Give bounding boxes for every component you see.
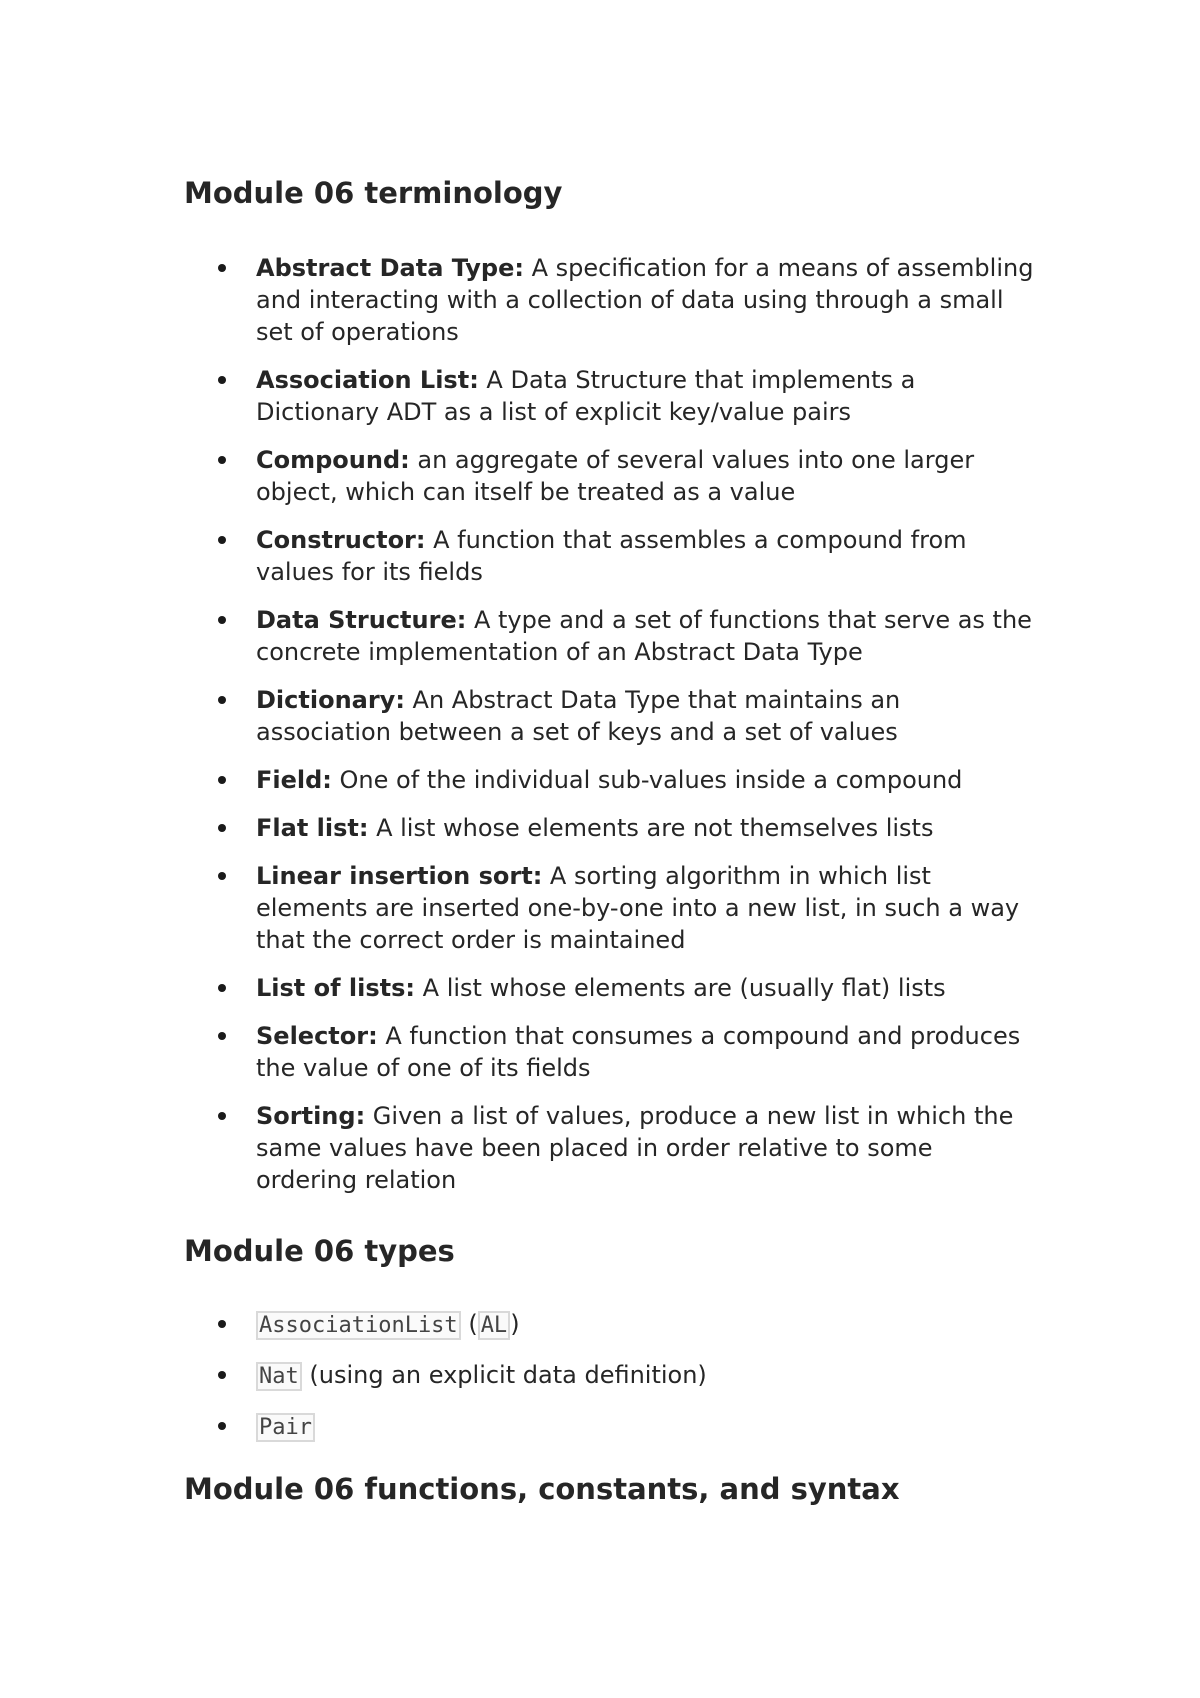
bullet-icon	[218, 696, 226, 704]
term-name: Dictionary:	[256, 686, 405, 714]
type-code: Pair	[256, 1413, 315, 1442]
list-item	[184, 1359, 1034, 1393]
term-name: List of lists:	[256, 974, 416, 1002]
term-definition: A function that assembles a compound from values for its fields	[256, 526, 967, 586]
types-list	[184, 1308, 1034, 1461]
type-code: Nat	[256, 1362, 302, 1391]
term-definition: Given a list of values, produce a new list in which the same values have been placed in order relative to some ordering relation	[256, 1102, 1014, 1194]
bullet-icon	[218, 824, 226, 832]
type-code: AssociationList	[256, 1311, 461, 1340]
bullet-icon	[218, 984, 226, 992]
functions-heading: Module 06 functions, constants, and syntax	[184, 1472, 900, 1506]
type-text: )	[510, 1310, 520, 1338]
list-item	[184, 812, 1034, 844]
terminology-list	[184, 252, 1034, 1212]
bullet-icon	[218, 456, 226, 464]
bullet-icon	[218, 776, 226, 784]
type-text: (using an explicit data definition)	[301, 1361, 707, 1389]
term-name: Data Structure:	[256, 606, 467, 634]
term-definition: A specification for a means of assembling and interacting with a collection of data using through a small set of operations	[256, 254, 1034, 346]
list-item	[184, 252, 1034, 348]
term-name: Selector:	[256, 1022, 378, 1050]
term-definition: A function that consumes a compound and produces the value of one of its fields	[256, 1022, 1021, 1082]
list-item	[184, 444, 1034, 508]
term-definition: One of the individual sub-values inside a compound	[331, 766, 963, 794]
term-name: Sorting:	[256, 1102, 366, 1130]
term-definition: A type and a set of functions that serve as the concrete implementation of an Abstract Data Type	[256, 606, 1032, 666]
term-definition: A list whose elements are (usually flat) lists	[415, 974, 946, 1002]
type-code-abbrev: AL	[478, 1311, 511, 1340]
types-heading: Module 06 types	[184, 1234, 455, 1268]
bullet-icon	[218, 1371, 226, 1379]
term-name: Association List:	[256, 366, 479, 394]
type-text: (	[460, 1310, 478, 1338]
list-item	[184, 1100, 1034, 1196]
bullet-icon	[218, 1320, 226, 1328]
terminology-heading: Module 06 terminology	[184, 176, 563, 210]
list-item	[184, 684, 1034, 748]
bullet-icon	[218, 1032, 226, 1040]
bullet-icon	[218, 376, 226, 384]
list-item	[184, 604, 1034, 668]
bullet-icon	[218, 616, 226, 624]
list-item	[184, 1020, 1034, 1084]
list-item	[184, 1410, 1034, 1444]
term-name: Flat list:	[256, 814, 369, 842]
list-item	[184, 364, 1034, 428]
term-definition: A Data Structure that implements a Dictionary ADT as a list of explicit key/value pairs	[256, 366, 916, 426]
term-name: Constructor:	[256, 526, 426, 554]
term-definition: A sorting algorithm in which list elements are inserted one-by-one into a new list, in such a way that the correct order is maintained	[256, 862, 1020, 954]
term-definition: A list whose elements are not themselves lists	[368, 814, 934, 842]
list-item	[184, 764, 1034, 796]
bullet-icon	[218, 1112, 226, 1120]
bullet-icon	[218, 264, 226, 272]
term-name: Compound:	[256, 446, 410, 474]
bullet-icon	[218, 536, 226, 544]
term-name: Abstract Data Type:	[256, 254, 524, 282]
list-item	[184, 524, 1034, 588]
bullet-icon	[218, 1422, 226, 1430]
bullet-icon	[218, 872, 226, 880]
list-item	[184, 972, 1034, 1004]
term-name: Field:	[256, 766, 332, 794]
term-definition: An Abstract Data Type that maintains an association between a set of keys and a set of values	[256, 686, 901, 746]
term-definition: an aggregate of several values into one larger object, which can itself be treated as a value	[256, 446, 975, 506]
list-item	[184, 1308, 1034, 1342]
term-name: Linear insertion sort:	[256, 862, 543, 890]
list-item	[184, 860, 1034, 956]
